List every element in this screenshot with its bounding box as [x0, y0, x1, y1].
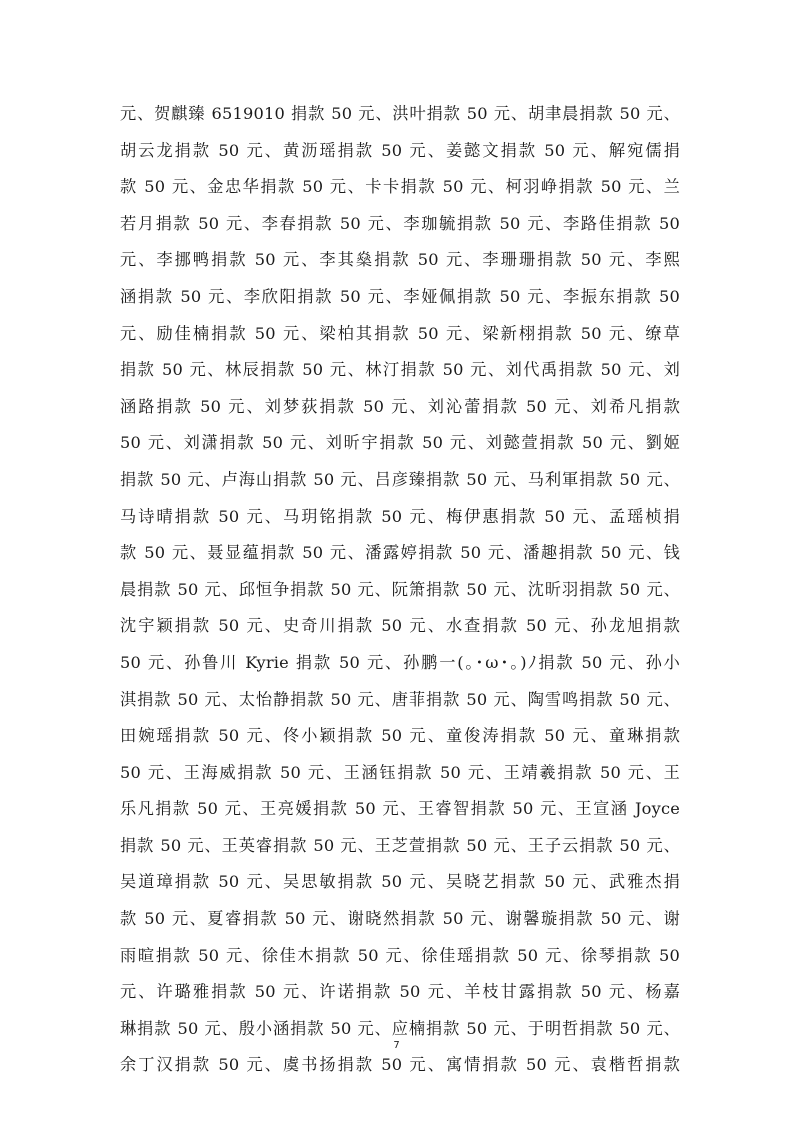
text-line: 若月捐款 50 元、李春捐款 50 元、李珈毓捐款 50 元、李路佳捐款 50	[120, 213, 680, 233]
text-line: 雨暄捐款 50 元、徐佳木捐款 50 元、徐佳瑶捐款 50 元、徐琴捐款 50	[120, 945, 680, 965]
text-line: 涵捐款 50 元、李欣阳捐款 50 元、李娅佩捐款 50 元、李振东捐款 50	[120, 286, 680, 306]
text-line: 款 50 元、夏睿捐款 50 元、谢晓然捐款 50 元、谢馨璇捐款 50 元、谢	[120, 909, 680, 929]
text-line: 50 元、王海威捐款 50 元、王涵钰捐款 50 元、王靖羲捐款 50 元、王	[120, 762, 680, 782]
text-line: 捐款 50 元、卢海山捐款 50 元、吕彦臻捐款 50 元、马利軍捐款 50 元、	[120, 469, 680, 489]
text-line: 捐款 50 元、林辰捐款 50 元、林汀捐款 50 元、刘代禹捐款 50 元、刘	[120, 360, 680, 380]
text-line: 沈宇颖捐款 50 元、史奇川捐款 50 元、水查捐款 50 元、孙龙旭捐款	[120, 616, 680, 636]
text-line: 吴道璋捐款 50 元、吴思敏捐款 50 元、吴晓艺捐款 50 元、武雅杰捐	[120, 872, 680, 892]
text-line: 余丁汉捐款 50 元、虞书扬捐款 50 元、寓情捐款 50 元、袁楷哲捐款	[120, 1055, 680, 1075]
donation-list-text	[120, 96, 680, 1084]
text-line: 元、励佳楠捐款 50 元、梁柏其捐款 50 元、梁新栩捐款 50 元、缭草	[120, 323, 680, 343]
page-number: 7	[393, 1040, 400, 1051]
text-line: 50 元、刘潇捐款 50 元、刘昕宇捐款 50 元、刘懿萱捐款 50 元、劉姬	[120, 433, 680, 453]
text-line: 胡云龙捐款 50 元、黄沥瑶捐款 50 元、姜懿文捐款 50 元、解宛儒捐	[120, 140, 680, 160]
text-line: 淇捐款 50 元、太怡静捐款 50 元、唐菲捐款 50 元、陶雪鸣捐款 50 元、	[120, 689, 680, 709]
text-line: 50 元、孙鲁川 Kyrie 捐款 50 元、孙鹏一(｡･ω･｡)ﾉ捐款 50 元、孙小	[120, 652, 680, 672]
text-line: 马诗晴捐款 50 元、马玥铭捐款 50 元、梅伊惠捐款 50 元、孟瑶桢捐	[120, 506, 680, 526]
text-line: 捐款 50 元、王英睿捐款 50 元、王芝萱捐款 50 元、王子云捐款 50 元、	[120, 835, 680, 855]
text-line: 元、贺麒臻 6519010 捐款 50 元、洪叶捐款 50 元、胡聿晨捐款 50 元、	[120, 104, 680, 123]
text-line: 款 50 元、金忠华捐款 50 元、卡卡捐款 50 元、柯羽峥捐款 50 元、兰	[120, 177, 680, 197]
text-line: 元、李挪鸭捐款 50 元、李其燊捐款 50 元、李珊珊捐款 50 元、李熙	[120, 250, 680, 270]
text-line: 晨捐款 50 元、邱恒争捐款 50 元、阮箫捐款 50 元、沈昕羽捐款 50 元、	[120, 579, 680, 599]
text-line: 元、许璐雅捐款 50 元、许诺捐款 50 元、羊枝甘露捐款 50 元、杨嘉	[120, 982, 680, 1002]
text-line: 田婉瑶捐款 50 元、佟小颖捐款 50 元、童俊涛捐款 50 元、童琳捐款	[120, 726, 680, 746]
text-line: 乐凡捐款 50 元、王亮媛捐款 50 元、王睿智捐款 50 元、王宣涵 Joyce	[120, 799, 680, 819]
text-line: 琳捐款 50 元、殷小涵捐款 50 元、应楠捐款 50 元、于明哲捐款 50 元、	[120, 1018, 680, 1038]
text-line: 涵路捐款 50 元、刘梦荻捐款 50 元、刘沁蕾捐款 50 元、刘希凡捐款	[120, 396, 680, 416]
text-line: 款 50 元、聂显蕴捐款 50 元、潘露婷捐款 50 元、潘趣捐款 50 元、钱	[120, 543, 680, 563]
